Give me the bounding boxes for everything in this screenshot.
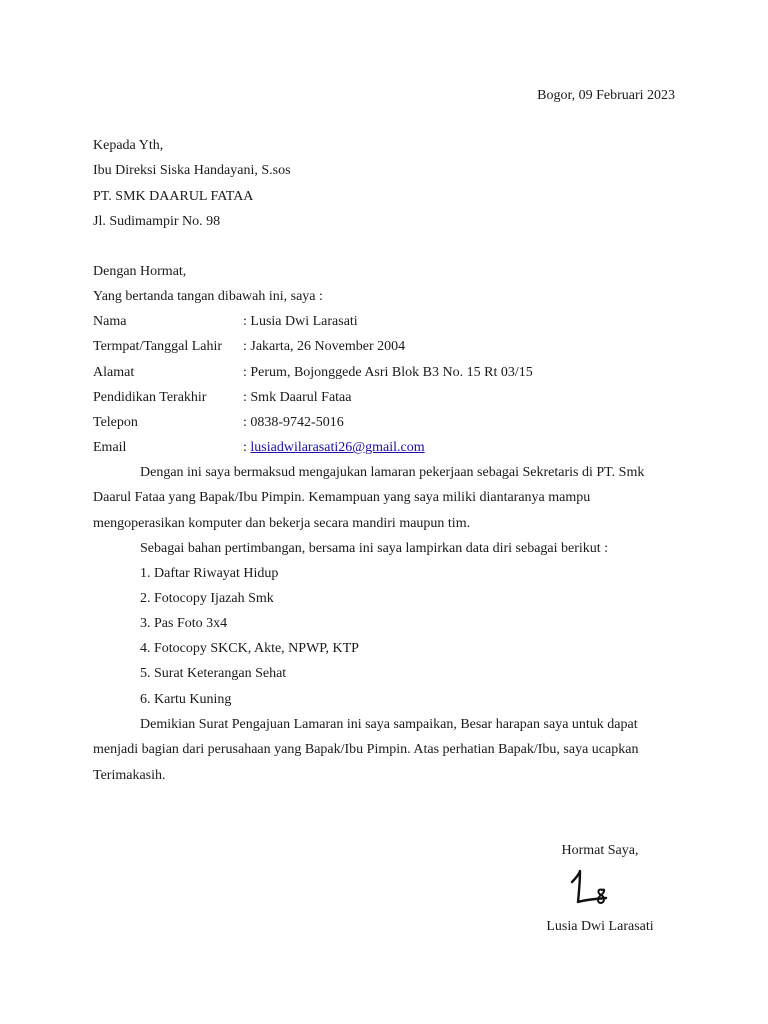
email-colon: : [243,440,251,455]
list-item: 2. Fotocopy Ijazah Smk [140,591,274,606]
detail-value-address: : Perum, Bojonggede Asri Blok B3 No. 15 Rt 03/15 [243,365,533,380]
detail-value-education: : Smk Daarul Fataa [243,390,352,405]
detail-label-address: Alamat [93,365,135,380]
list-item: 5. Surat Keterangan Sehat [140,666,287,681]
detail-label-email: Email [93,440,127,455]
detail-label-name: Nama [93,314,127,329]
paragraph-attachments-intro-text: Sebagai bahan pertimbangan, bersama ini saya lampirkan data diri sebagai berikut : [140,541,609,556]
paragraph-purpose [93,460,683,536]
list-item: 1. Daftar Riwayat Hidup [140,566,279,581]
list-item: 4. Fotocopy SKCK, Akte, NPWP, KTP [140,641,359,656]
paragraph-closing [93,712,683,788]
place-date: Bogor, 09 Februari 2023 [537,88,675,103]
list-item: 3. Pas Foto 3x4 [140,616,228,631]
recipient-address: Jl. Sudimampir No. 98 [93,214,221,229]
greeting: Dengan Hormat, [93,264,187,279]
paragraph-closing-text: Demikian Surat Pengajuan Lamaran ini saya sampaikan, Besar harapan saya untuk dapat menjadi bagian dari perusahaan yang Bapak/Ibu Pimpin. Atas perhatian Bapak/Ibu, saya ucapkan Terimakasih. [93,717,639,783]
email-link[interactable]: lusiadwilarasati26@gmail.com [250,440,425,455]
closing-phrase: Hormat Saya, [561,843,639,858]
detail-value-email [243,439,425,457]
paragraph-attachments-intro [93,536,683,561]
list-item: 6. Kartu Kuning [140,692,232,707]
recipient-salutation: Kepada Yth, [93,138,164,153]
signature-image [566,866,616,912]
detail-value-phone: : 0838-9742-5016 [243,415,344,430]
detail-value-birth: : Jakarta, 26 November 2004 [243,339,406,354]
paragraph-purpose-text: Dengan ini saya bermaksud mengajukan lamaran pekerjaan sebagai Sekretaris di PT. Smk Daarul Fataa yang Bapak/Ibu Pimpin. Kemampuan yang saya miliki diantaranya mampu mengoperasikan komputer dan bekerja secara mandiri maupun tim. [93,465,645,531]
detail-label-phone: Telepon [93,415,138,430]
detail-value-name: : Lusia Dwi Larasati [243,314,358,329]
detail-label-birth: Termpat/Tanggal Lahir [93,339,223,354]
recipient-name: Ibu Direksi Siska Handayani, S.sos [93,163,291,178]
intro-text: Yang bertanda tangan dibawah ini, saya : [93,289,323,304]
detail-label-education: Pendidikan Terakhir [93,390,207,405]
recipient-company: PT. SMK DAARUL FATAA [93,189,254,204]
signer-name: Lusia Dwi Larasati [546,919,654,934]
